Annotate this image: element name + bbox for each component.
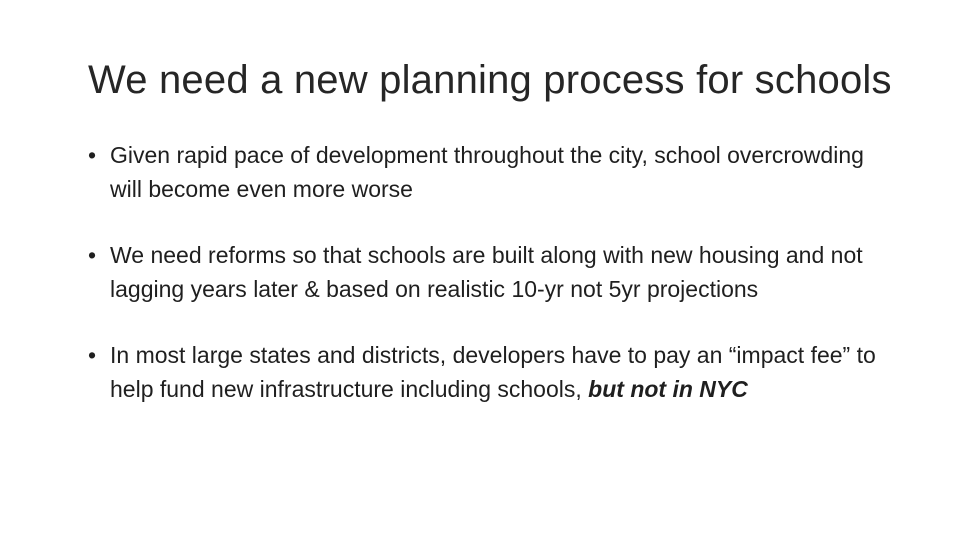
- bullet-emphasis-text: but not in NYC: [588, 376, 748, 402]
- bullet-icon: •: [88, 142, 97, 168]
- bullet-text: In most large states and districts, developers have to pay an “impact fee” to help fund new infrastructure including schools,: [110, 342, 876, 402]
- bullet-list: [88, 138, 888, 406]
- bullet-item: [88, 238, 888, 306]
- bullet-icon: •: [88, 242, 97, 268]
- slide-title: We need a new planning process for schools: [88, 58, 892, 102]
- bullet-icon: •: [88, 342, 97, 368]
- bullet-text: We need reforms so that schools are built along with new housing and not lagging years later & based on realistic 10-yr not 5yr projections: [110, 242, 863, 302]
- bullet-text: Given rapid pace of development throughout the city, school overcrowding will become even more worse: [110, 142, 864, 202]
- bullet-item: [88, 338, 888, 406]
- bullet-item: [88, 138, 888, 206]
